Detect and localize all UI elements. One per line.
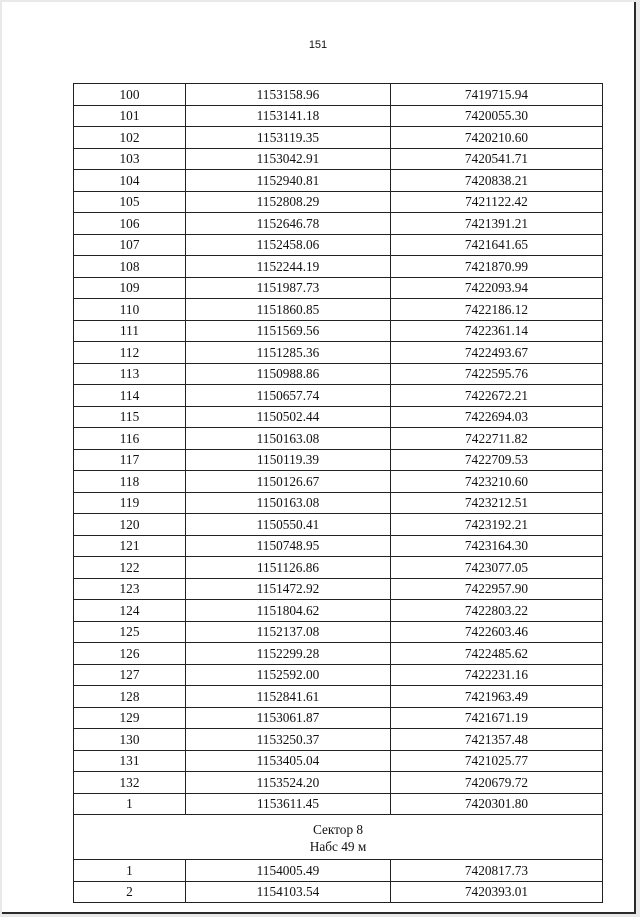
y-coordinate-cell: 7421122.42 <box>391 191 603 213</box>
x-coordinate-cell: 1153524.20 <box>186 772 391 794</box>
table-row <box>74 320 603 342</box>
sector-title: Сектор 8 <box>312 822 364 837</box>
table-row <box>74 793 603 815</box>
x-coordinate-cell: 1150748.95 <box>186 535 391 557</box>
point-number-cell: 127 <box>74 664 186 686</box>
x-coordinate-cell: 1151472.92 <box>186 578 391 600</box>
table-row <box>74 299 603 321</box>
y-coordinate-cell: 7423212.51 <box>391 492 603 514</box>
table-row <box>74 277 603 299</box>
x-coordinate-cell: 1152646.78 <box>186 213 391 235</box>
y-coordinate-cell: 7420679.72 <box>391 772 603 794</box>
point-number-cell: 114 <box>74 385 186 407</box>
y-coordinate-cell: 7419715.94 <box>391 84 603 106</box>
y-coordinate-cell: 7422957.90 <box>391 578 603 600</box>
x-coordinate-cell: 1152244.19 <box>186 256 391 278</box>
y-coordinate-cell: 7421357.48 <box>391 729 603 751</box>
y-coordinate-cell: 7421025.77 <box>391 750 603 772</box>
point-number-cell: 119 <box>74 492 186 514</box>
point-number-cell: 126 <box>74 643 186 665</box>
table-row <box>74 342 603 364</box>
x-coordinate-cell: 1153141.18 <box>186 105 391 127</box>
page-number: 151 <box>308 39 328 51</box>
point-number-cell: 108 <box>74 256 186 278</box>
x-coordinate-cell: 1150502.44 <box>186 406 391 428</box>
table-row <box>74 363 603 385</box>
point-number-cell: 102 <box>74 127 186 149</box>
x-coordinate-cell: 1151804.62 <box>186 600 391 622</box>
point-number-cell: 109 <box>74 277 186 299</box>
point-number-cell: 1 <box>74 860 186 882</box>
table-row <box>74 729 603 751</box>
table-row <box>74 772 603 794</box>
y-coordinate-cell: 7422803.22 <box>391 600 603 622</box>
table-row <box>74 191 603 213</box>
table-row <box>74 664 603 686</box>
x-coordinate-cell: 1151285.36 <box>186 342 391 364</box>
point-number-cell: 118 <box>74 471 186 493</box>
y-coordinate-cell: 7422595.76 <box>391 363 603 385</box>
table-row <box>74 84 603 106</box>
sector-header-row <box>74 815 603 860</box>
x-coordinate-cell: 1153061.87 <box>186 707 391 729</box>
point-number-cell: 105 <box>74 191 186 213</box>
y-coordinate-cell: 7422694.03 <box>391 406 603 428</box>
table-row <box>74 557 603 579</box>
y-coordinate-cell: 7423192.21 <box>391 514 603 536</box>
coordinates-table-body <box>74 84 603 815</box>
table-row <box>74 471 603 493</box>
x-coordinate-cell: 1150163.08 <box>186 492 391 514</box>
x-coordinate-cell: 1150657.74 <box>186 385 391 407</box>
point-number-cell: 111 <box>74 320 186 342</box>
point-number-cell: 106 <box>74 213 186 235</box>
x-coordinate-cell: 1152592.00 <box>186 664 391 686</box>
table-row <box>74 643 603 665</box>
x-coordinate-cell: 1151860.85 <box>186 299 391 321</box>
x-coordinate-cell: 1153042.91 <box>186 148 391 170</box>
point-number-cell: 113 <box>74 363 186 385</box>
point-number-cell: 120 <box>74 514 186 536</box>
y-coordinate-cell: 7422709.53 <box>391 449 603 471</box>
x-coordinate-cell: 1153405.04 <box>186 750 391 772</box>
point-number-cell: 117 <box>74 449 186 471</box>
x-coordinate-cell: 1152808.29 <box>186 191 391 213</box>
point-number-cell: 131 <box>74 750 186 772</box>
point-number-cell: 1 <box>74 793 186 815</box>
x-coordinate-cell: 1150126.67 <box>186 471 391 493</box>
x-coordinate-cell: 1154005.49 <box>186 860 391 882</box>
table-row <box>74 213 603 235</box>
y-coordinate-cell: 7422231.16 <box>391 664 603 686</box>
y-coordinate-cell: 7422093.94 <box>391 277 603 299</box>
y-coordinate-cell: 7423077.05 <box>391 557 603 579</box>
y-coordinate-cell: 7420541.71 <box>391 148 603 170</box>
y-coordinate-cell: 7420301.80 <box>391 793 603 815</box>
y-coordinate-cell: 7423210.60 <box>391 471 603 493</box>
x-coordinate-cell: 1150550.41 <box>186 514 391 536</box>
table-row <box>74 234 603 256</box>
y-coordinate-cell: 7422603.46 <box>391 621 603 643</box>
table-row <box>74 750 603 772</box>
point-number-cell: 125 <box>74 621 186 643</box>
point-number-cell: 112 <box>74 342 186 364</box>
sector-subtitle: Набс 49 м <box>309 839 367 854</box>
table-row <box>74 860 603 882</box>
y-coordinate-cell: 7422711.82 <box>391 428 603 450</box>
table-row <box>74 105 603 127</box>
y-coordinate-cell: 7421963.49 <box>391 686 603 708</box>
table-row <box>74 170 603 192</box>
table-row <box>74 256 603 278</box>
point-number-cell: 110 <box>74 299 186 321</box>
point-number-cell: 129 <box>74 707 186 729</box>
point-number-cell: 122 <box>74 557 186 579</box>
table-row <box>74 621 603 643</box>
y-coordinate-cell: 7422186.12 <box>391 299 603 321</box>
point-number-cell: 115 <box>74 406 186 428</box>
table-row <box>74 385 603 407</box>
x-coordinate-cell: 1151126.86 <box>186 557 391 579</box>
y-coordinate-cell: 7421870.99 <box>391 256 603 278</box>
y-coordinate-cell: 7420817.73 <box>391 860 603 882</box>
y-coordinate-cell: 7421671.19 <box>391 707 603 729</box>
x-coordinate-cell: 1152940.81 <box>186 170 391 192</box>
document-page <box>2 2 636 914</box>
x-coordinate-cell: 1152137.08 <box>186 621 391 643</box>
x-coordinate-cell: 1153119.35 <box>186 127 391 149</box>
point-number-cell: 101 <box>74 105 186 127</box>
x-coordinate-cell: 1153158.96 <box>186 84 391 106</box>
y-coordinate-cell: 7420393.01 <box>391 881 603 903</box>
y-coordinate-cell: 7423164.30 <box>391 535 603 557</box>
point-number-cell: 103 <box>74 148 186 170</box>
point-number-cell: 130 <box>74 729 186 751</box>
y-coordinate-cell: 7420055.30 <box>391 105 603 127</box>
point-number-cell: 104 <box>74 170 186 192</box>
table-row <box>74 148 603 170</box>
point-number-cell: 128 <box>74 686 186 708</box>
y-coordinate-cell: 7422672.21 <box>391 385 603 407</box>
point-number-cell: 121 <box>74 535 186 557</box>
x-coordinate-cell: 1152299.28 <box>186 643 391 665</box>
point-number-cell: 123 <box>74 578 186 600</box>
y-coordinate-cell: 7420838.21 <box>391 170 603 192</box>
table-row <box>74 449 603 471</box>
y-coordinate-cell: 7422493.67 <box>391 342 603 364</box>
coordinates-table <box>73 83 603 903</box>
table-row <box>74 535 603 557</box>
table-row <box>74 707 603 729</box>
table-row <box>74 578 603 600</box>
y-coordinate-cell: 7421391.21 <box>391 213 603 235</box>
table-row <box>74 406 603 428</box>
table-row <box>74 492 603 514</box>
x-coordinate-cell: 1150119.39 <box>186 449 391 471</box>
sector-header-cell <box>74 815 603 860</box>
x-coordinate-cell: 1150163.08 <box>186 428 391 450</box>
y-coordinate-cell: 7422485.62 <box>391 643 603 665</box>
point-number-cell: 116 <box>74 428 186 450</box>
point-number-cell: 2 <box>74 881 186 903</box>
x-coordinate-cell: 1151987.73 <box>186 277 391 299</box>
point-number-cell: 107 <box>74 234 186 256</box>
table-row <box>74 127 603 149</box>
sector-table-body <box>74 860 603 903</box>
sector-header-group <box>74 815 603 860</box>
y-coordinate-cell: 7422361.14 <box>391 320 603 342</box>
point-number-cell: 100 <box>74 84 186 106</box>
table-row <box>74 514 603 536</box>
table-row <box>74 600 603 622</box>
table-row <box>74 428 603 450</box>
y-coordinate-cell: 7420210.60 <box>391 127 603 149</box>
x-coordinate-cell: 1152841.61 <box>186 686 391 708</box>
table-row <box>74 686 603 708</box>
x-coordinate-cell: 1153250.37 <box>186 729 391 751</box>
x-coordinate-cell: 1152458.06 <box>186 234 391 256</box>
x-coordinate-cell: 1150988.86 <box>186 363 391 385</box>
table-row <box>74 881 603 903</box>
x-coordinate-cell: 1153611.45 <box>186 793 391 815</box>
point-number-cell: 132 <box>74 772 186 794</box>
y-coordinate-cell: 7421641.65 <box>391 234 603 256</box>
x-coordinate-cell: 1154103.54 <box>186 881 391 903</box>
point-number-cell: 124 <box>74 600 186 622</box>
x-coordinate-cell: 1151569.56 <box>186 320 391 342</box>
